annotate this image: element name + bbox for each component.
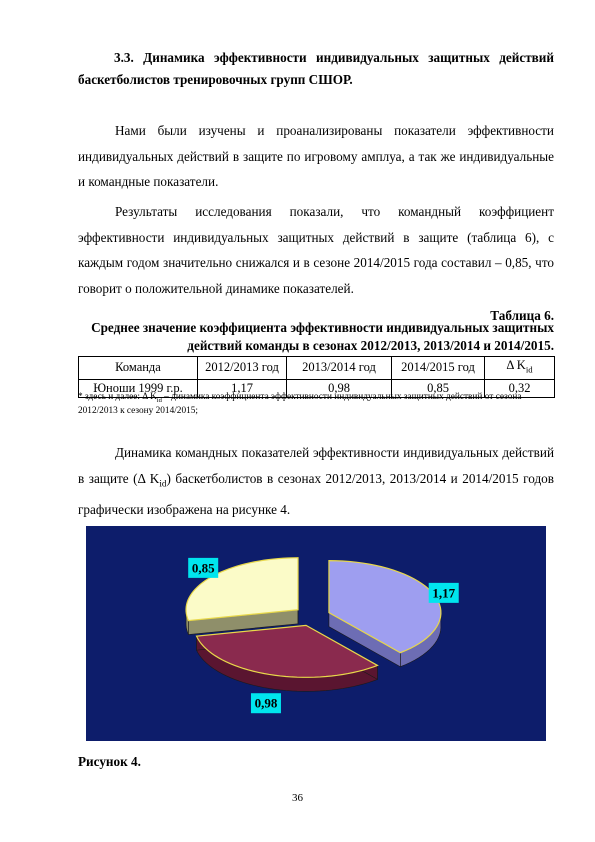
data-label	[188, 558, 218, 578]
section-heading: 3.3. Динамика эффективности индивидуальных защитных действий баскетболистов тренировочных групп СШОР.	[78, 50, 554, 87]
header-2012-2013: 2012/2013 год	[198, 357, 287, 380]
cell-team: Юноши 1999 г.р.	[79, 379, 198, 397]
svg-text:0,98: 0,98	[254, 695, 278, 711]
cell-2014-2015: 0,85	[392, 379, 485, 397]
table-note: * здесь и далее: Δ $K_{id}$ – динамика коэффициента эффективности индивидуальных защитных действий от сезона 2012/2013 к сезону 2014/2015;	[78, 392, 522, 417]
cell-delta-kid: 0,32	[485, 379, 555, 397]
paragraph-1: Нами были изучены и проанализированы показатели эффективности индивидуальных действий в защите по игровому амплуа, а так же индивидуальные и командные показатели.	[78, 123, 554, 189]
figure-caption: Рисунок 4.	[78, 754, 141, 769]
cell-2012-2013: 1,17	[198, 379, 287, 397]
table-header-row	[79, 357, 555, 380]
paragraph-2: Результаты исследования показали, что командный коэффициент эффективности индивидуальных защитных действий в защите (таблица 6), с каждым годом значительно снижался и в сезоне 2014/2015 года составил – 0,85, что говорит о положительной динамике показателей.	[78, 204, 554, 296]
table-title: Среднее значение коэффициента эффективности индивидуальных защитных действий команды в сезонах 2012/2013, 2013/2014 и 2014/2015.	[91, 320, 554, 353]
data-label	[429, 583, 459, 603]
svg-text:1,17: 1,17	[432, 585, 456, 601]
svg-text:0,85: 0,85	[191, 560, 215, 576]
header-team: Команда	[79, 357, 198, 380]
header-delta-kid: Δ $K_{id}$	[485, 357, 555, 380]
page-number: 36	[292, 792, 303, 804]
data-label	[251, 693, 281, 713]
header-2013-2014: 2013/2014 год	[287, 357, 392, 380]
header-2014-2015: 2014/2015 год	[392, 357, 485, 380]
paragraph-3: Динамика командных показателей эффективности индивидуальных действий в защите (Δ $K_{id}$) баскетболистов в сезонах 2012/2013, 2013/2014 и 2014/2015 годов графически изображена на рисунке 4.	[78, 445, 554, 517]
pie-chart	[86, 526, 546, 741]
cell-2013-2014: 0,98	[287, 379, 392, 397]
table-label: Таблица 6.	[490, 308, 554, 323]
